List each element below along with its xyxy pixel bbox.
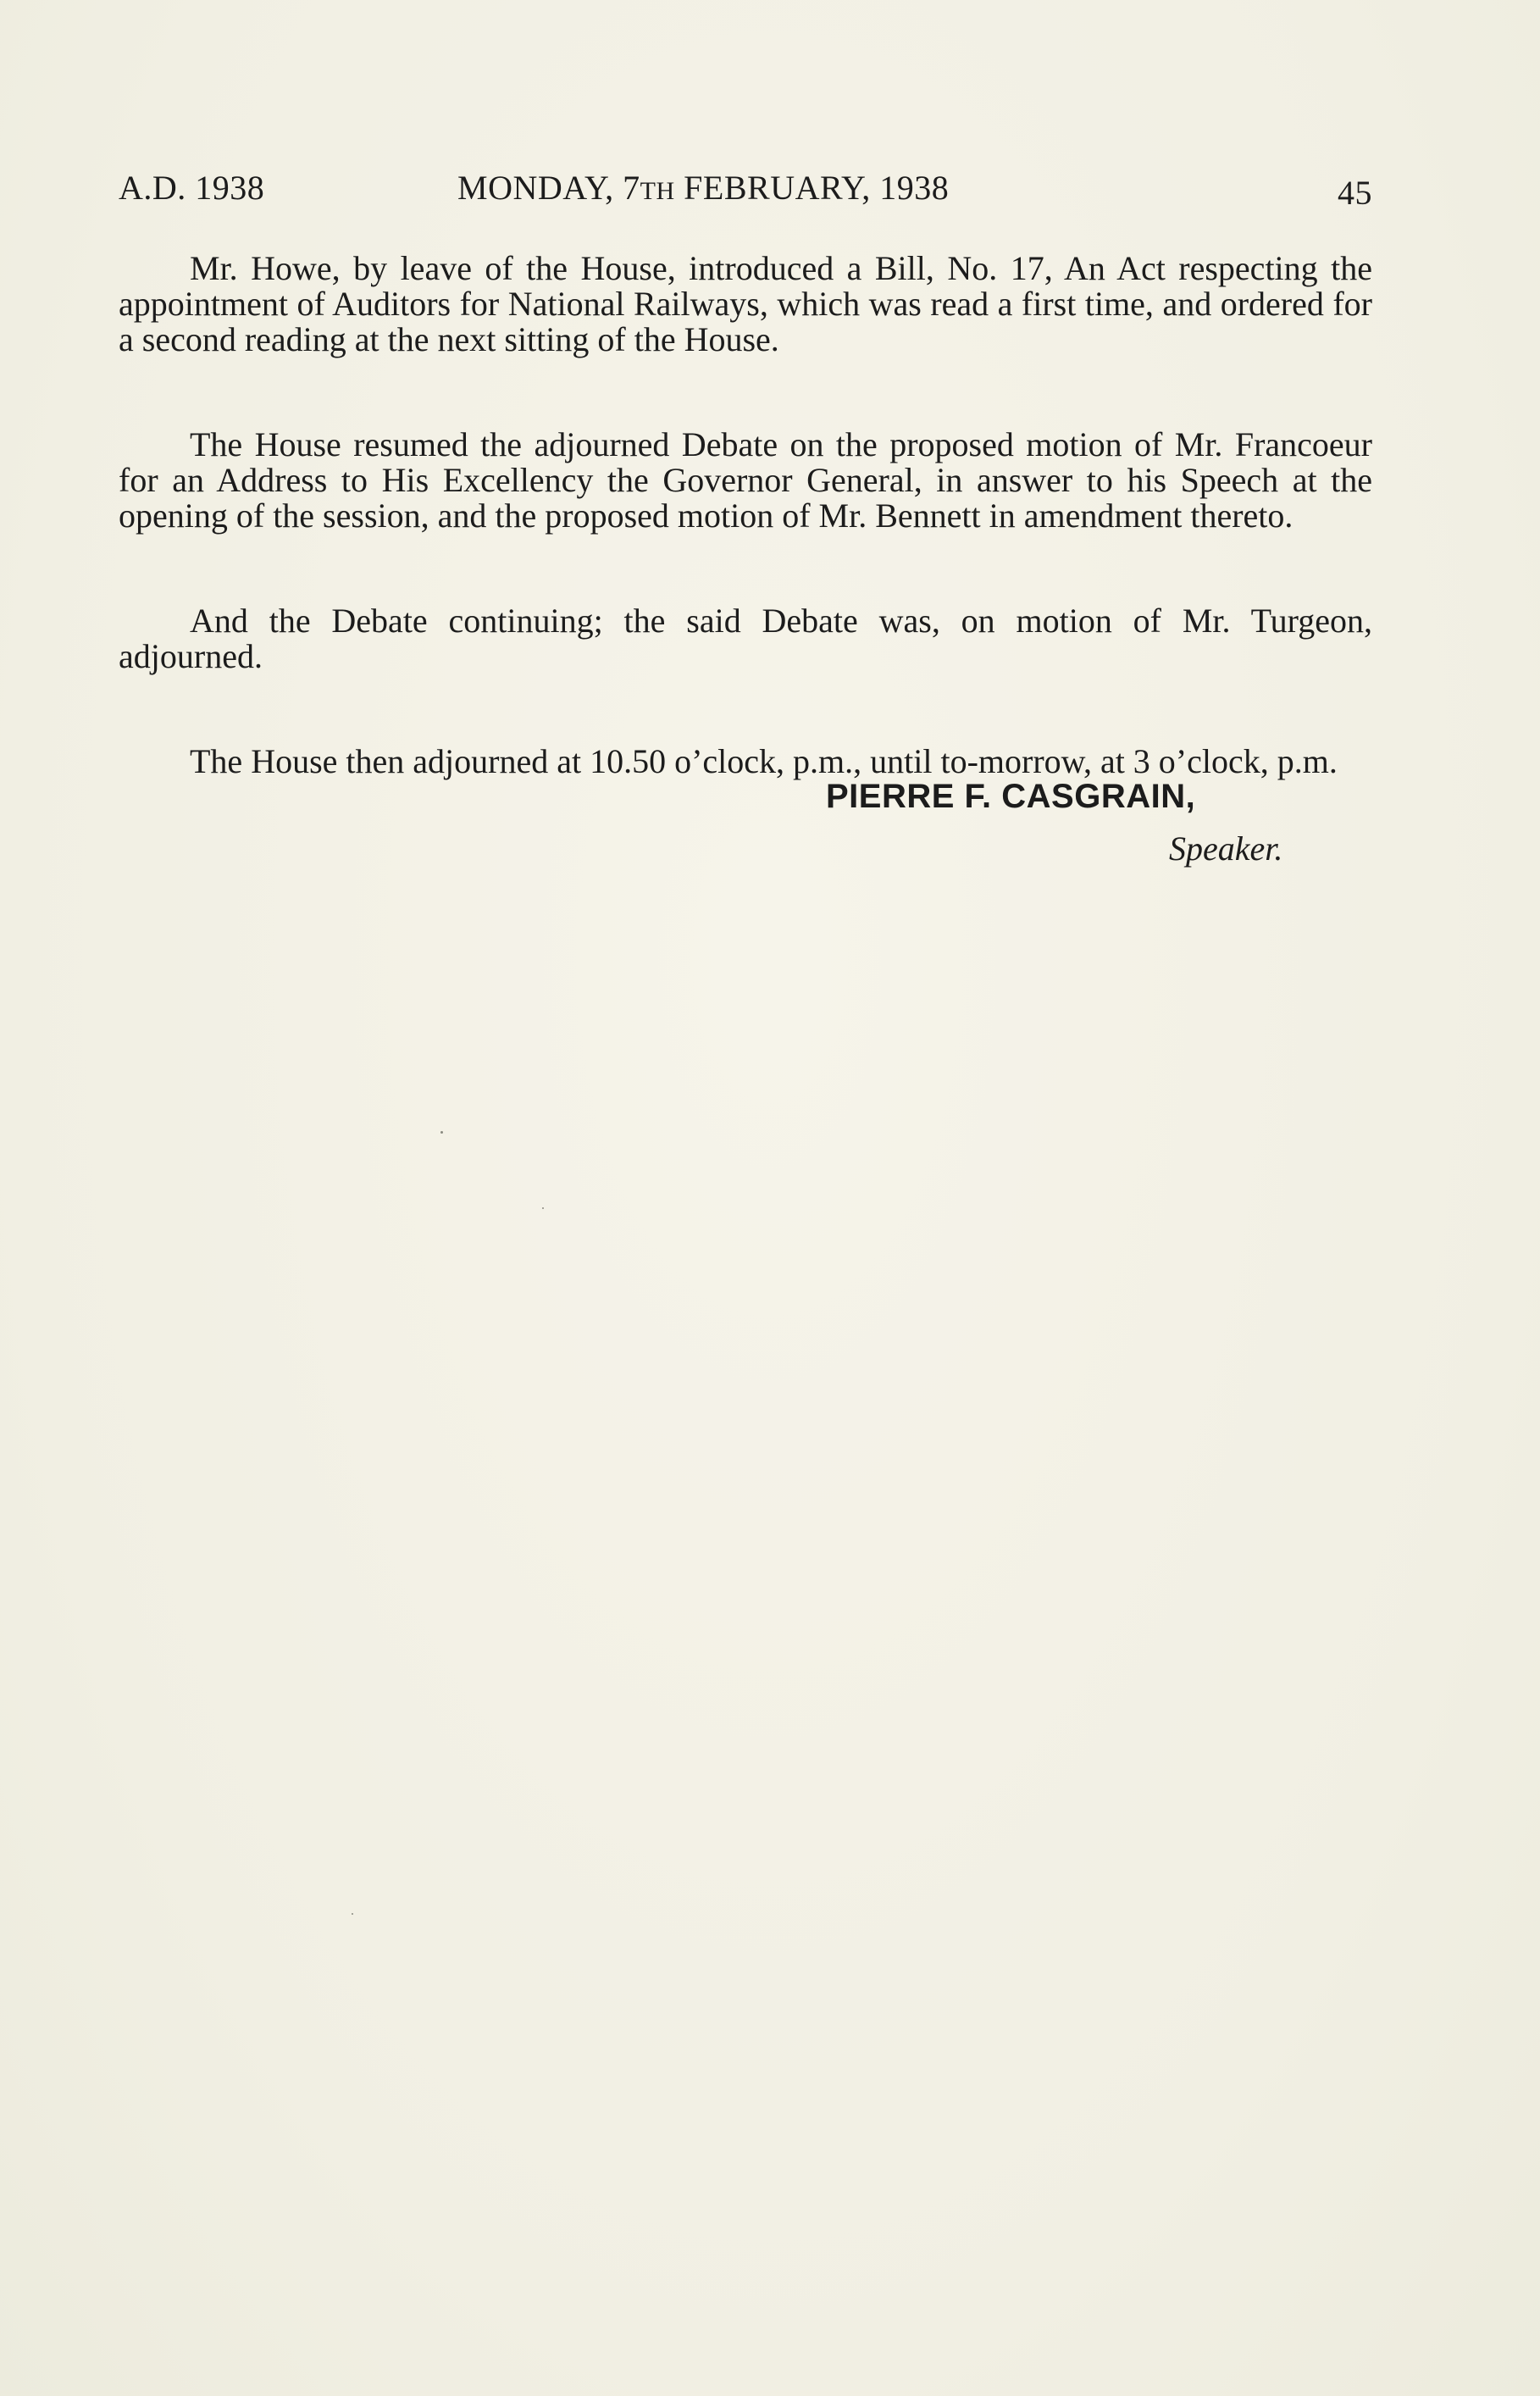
paragraph-bill-introduction: Mr. Howe, by leave of the House, introduced a Bill, No. 17, An Act respecting the appointment of Auditors for National Railways, which was read a first time, and ordered for a second reading at the next sitting of the House. [119,249,1372,358]
header-date-prefix: MONDAY, 7 [457,169,640,207]
paper-speck [440,1131,443,1134]
page-number: 45 [1338,174,1372,212]
header-date-suffix: FEBRUARY, 1938 [674,169,950,207]
header-year: A.D. 1938 [119,169,265,207]
paragraph-debate-adjourned: And the Debate continuing; the said Debate was, on motion of Mr. Turgeon, adjourned. [119,602,1372,675]
paragraph-debate-resumed: The House resumed the adjourned Debate on the proposed motion of Mr. Francoeur for an Address to His Excellency the Governor General, in answer to his Speech at the opening of the session, and the proposed motion of Mr. Bennett in amendment thereto. [119,425,1372,535]
header-date-ordinal: TH [640,177,675,205]
page-header [119,168,1372,212]
header-date [457,168,949,208]
journal-body [119,251,1372,849]
paper-speck [352,1913,353,1915]
speaker-title: Speaker. [1169,829,1283,868]
speaker-signature: PIERRE F. CASGRAIN, [826,778,1196,815]
paragraph-house-adjourned: The House then adjourned at 10.50 o’clock, p.m., until to-morrow, at 3 o’clock, p.m. [190,742,1338,780]
paper-speck [542,1207,544,1209]
